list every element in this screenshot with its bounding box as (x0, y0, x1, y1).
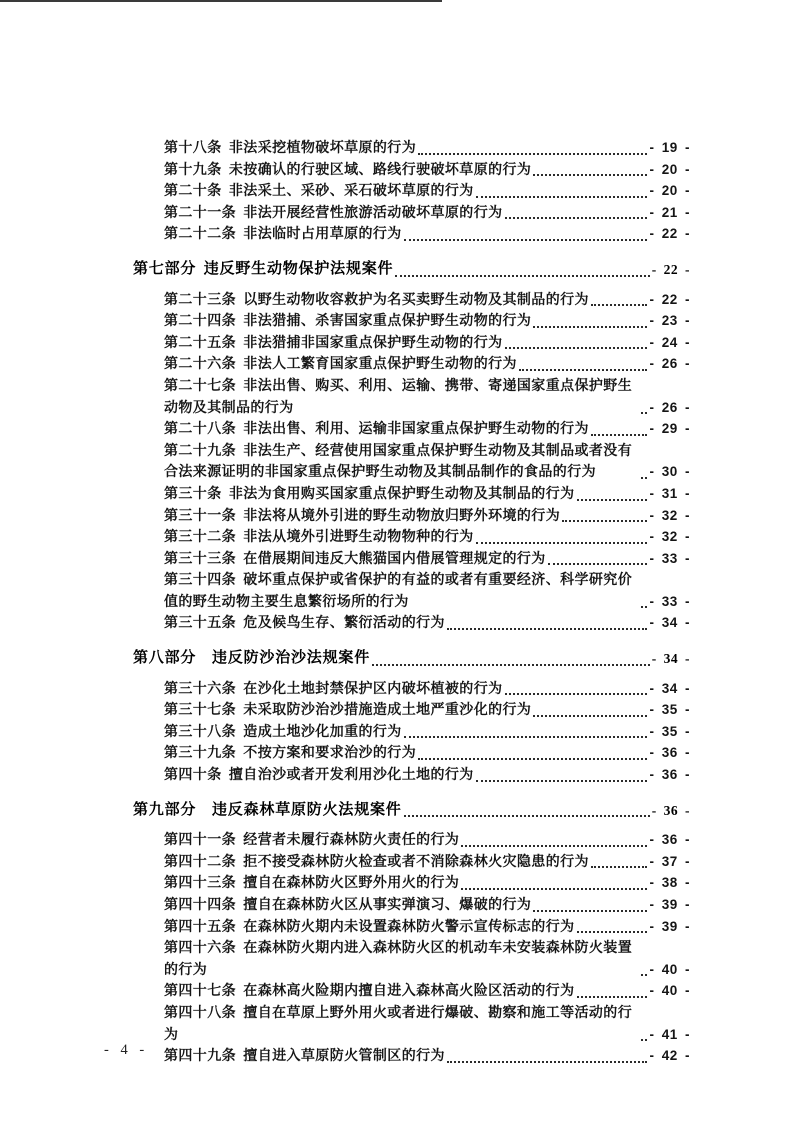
dotted-leader (591, 866, 648, 868)
toc-page-number: - 38 - (649, 875, 690, 891)
toc-entry-title: 第三十九条 不按方案和要求治沙的行为 (164, 744, 417, 761)
toc-entry (133, 894, 690, 916)
toc-entry (133, 375, 690, 418)
toc-page-number: - 26 - (649, 399, 690, 415)
toc-entry-title: 第四十一条 经营者未履行森林防火责任的行为 (164, 831, 460, 848)
toc-entry (133, 980, 690, 1002)
toc-entry (133, 159, 690, 181)
dotted-leader (505, 347, 648, 349)
toc-entry (133, 742, 690, 764)
dotted-leader (476, 780, 648, 782)
toc-page-number: - 22 - (649, 226, 690, 242)
dotted-leader (447, 1061, 648, 1063)
toc-page-number: - 36 - (649, 745, 690, 761)
toc-entry (133, 764, 690, 786)
toc-entry-title: 第三十七条 未采取防沙治沙措施造成土地严重沙化的行为 (164, 701, 532, 718)
toc-entry-title: 第四十四条 擅自在森林防火区从事实弹演习、爆破的行为 (164, 896, 532, 912)
toc-page-number: - 37 - (649, 853, 690, 869)
dotted-leader (577, 499, 648, 501)
toc-entry-title: 第三十四条 破坏重点保护或省保护的有益的或者有重要经济、科学研究价值的野生动物主要生息繁衍场所的行为 (164, 571, 633, 609)
dotted-leader (418, 758, 647, 760)
toc-entry (133, 180, 690, 202)
toc-entry-title: 第二十六条 非法人工繁育国家重点保护野生动物的行为 (164, 355, 517, 372)
toc-page-number: - 42 - (649, 1048, 690, 1064)
dotted-leader (641, 412, 647, 414)
toc-entry (133, 872, 690, 894)
toc-page-number: - 23 - (649, 313, 690, 329)
dotted-leader (404, 736, 648, 738)
toc-entry (133, 829, 690, 851)
dotted-leader (591, 304, 648, 306)
toc-page-number: - 20 - (649, 161, 690, 177)
toc-page-number: - 39 - (649, 918, 690, 934)
toc-page-number: - 34 - (651, 651, 690, 667)
toc-page-number: - 20 - (649, 183, 690, 199)
toc-entry-title: 第三十二条 非法从境外引进野生动物物种的行为 (164, 528, 474, 545)
toc-entry-title: 第二十八条 非法出售、利用、运输非国家重点保护野生动物的行为 (164, 420, 589, 437)
toc-section-title: 第七部分 违反野生动物保护法规案件 (133, 260, 394, 277)
toc-page-number: - 32 - (649, 507, 690, 523)
dotted-leader (447, 628, 648, 630)
toc-entry (133, 353, 690, 375)
toc-page-number: - 19 - (649, 140, 690, 155)
dotted-leader (533, 326, 647, 328)
toc-page-number: - 24 - (649, 334, 690, 350)
toc-page-number: - 36 - (649, 767, 690, 783)
toc-entry-title: 第二十条 非法采土、采砂、采石破坏草原的行为 (164, 182, 474, 199)
toc-section-header (133, 259, 690, 281)
dotted-leader (404, 815, 650, 817)
toc-entry-title: 第四十七条 在森林高火险期内擅自进入森林高火险区活动的行为 (164, 982, 575, 999)
dotted-leader (476, 196, 648, 198)
toc-section-header (133, 800, 690, 822)
dotted-leader (548, 563, 648, 565)
toc-page-number: - 22 - (649, 291, 690, 307)
toc-entry-title: 第二十四条 非法猎捕、杀害国家重点保护野生动物的行为 (164, 312, 532, 329)
toc-entry (133, 440, 690, 483)
toc-page-number: - 29 - (649, 421, 690, 437)
toc-page-number: - 35 - (649, 723, 690, 739)
toc-entry-title: 第四十五条 在森林防火期内未设置森林防火警示宣传标志的行为 (164, 917, 575, 934)
toc-entry (133, 332, 690, 354)
toc-entry-title: 第三十八条 造成土地沙化加重的行为 (164, 722, 402, 739)
dotted-leader (577, 996, 648, 998)
toc-entry (133, 851, 690, 873)
toc-entry-title: 第四十六条 在森林防火期内进入森林防火区的机动车未安装森林防火装置的行为 (164, 939, 633, 977)
toc-entry (133, 289, 690, 311)
toc-entry-title: 第四十二条 拒不接受森林防火检查或者不消除森林火灾隐患的行为 (164, 852, 589, 869)
toc-entry (133, 1002, 690, 1045)
dotted-leader (533, 910, 647, 912)
dotted-leader (404, 239, 648, 241)
toc-page-number: - 35 - (649, 702, 690, 718)
dotted-leader (577, 931, 648, 933)
toc-page-number: - 41 - (649, 1026, 690, 1042)
toc-page-number: - 40 - (649, 961, 690, 977)
toc-entry (133, 548, 690, 570)
toc-page-number: - 39 - (649, 897, 690, 912)
dotted-leader (641, 477, 647, 479)
toc-entry (133, 1045, 690, 1067)
toc-entry (133, 612, 690, 634)
toc-entry-title: 第二十九条 非法生产、经营使用国家重点保护野生动物及其制品或者没有合法来源证明的非国家重点保护野生动物及其制品制作的食品的行为 (164, 441, 633, 480)
toc-entry (133, 937, 690, 980)
dotted-leader (533, 715, 647, 717)
toc-entry-title: 第二十五条 非法猎捕非国家重点保护野生动物的行为 (164, 333, 503, 350)
toc-section-header (133, 648, 690, 670)
toc-entry-title: 第四十九条 擅自进入草原防火管制区的行为 (164, 1047, 445, 1064)
dotted-leader (505, 693, 648, 695)
toc-page-number: - 33 - (649, 593, 690, 609)
toc-entry-title: 第十九条 未按确认的行驶区域、路线行驶破坏草原的行为 (164, 160, 532, 177)
toc-entry (133, 505, 690, 527)
toc-section-title: 第八部分 违反防沙治沙法规案件 (133, 650, 371, 667)
toc-entry (133, 202, 690, 224)
dotted-leader (505, 217, 648, 219)
dotted-leader (395, 275, 649, 277)
dotted-leader (519, 369, 648, 371)
toc-entry-title: 第三十三条 在借展期间违反大熊猫国内借展管理规定的行为 (164, 549, 546, 566)
toc-page-number: - 36 - (649, 832, 690, 848)
toc-page-number: - 33 - (649, 550, 690, 566)
dotted-leader (461, 888, 647, 890)
dotted-leader (418, 153, 647, 155)
toc-page-number: - 30 - (649, 464, 690, 480)
toc-entry-title: 第二十二条 非法临时占用草原的行为 (164, 225, 402, 242)
dotted-leader (641, 606, 647, 608)
footer-page-number: - 4 - (104, 1042, 149, 1058)
toc-entry (133, 721, 690, 743)
toc-section-title: 第九部分 违反森林草原防火法规案件 (133, 801, 402, 818)
toc-entry-title: 第四十条 擅自治沙或者开发利用沙化土地的行为 (164, 766, 474, 783)
toc-entry-title: 第四十三条 擅自在森林防火区野外用火的行为 (164, 874, 460, 891)
toc-entry-title: 第三十六条 在沙化土地封禁保护区内破坏植被的行为 (164, 679, 503, 696)
dotted-leader (641, 1039, 647, 1041)
toc-page-number: - 26 - (649, 356, 690, 372)
toc-page-number: - 22 - (651, 261, 690, 277)
toc-entry (133, 526, 690, 548)
dotted-leader (591, 434, 648, 436)
toc-entry (133, 310, 690, 332)
toc-entry (133, 483, 690, 505)
toc-entry (133, 678, 690, 700)
toc-entry-title: 第三十条 非法为食用购买国家重点保护野生动物及其制品的行为 (164, 484, 575, 501)
toc-entry-title: 第十八条 非法采挖植物破坏草原的行为 (164, 139, 417, 155)
toc-entry (133, 223, 690, 245)
toc-entry (133, 699, 690, 721)
toc-entry-title: 第二十一条 非法开展经营性旅游活动破坏草原的行为 (164, 203, 503, 220)
dotted-leader (476, 542, 648, 544)
dotted-leader (562, 520, 647, 522)
scan-artifact-line (0, 0, 442, 2)
toc-entry-title: 第二十三条 以野生动物收容救护为名买卖野生动物及其制品的行为 (164, 290, 589, 307)
dotted-leader (533, 174, 647, 176)
dotted-leader (372, 664, 650, 666)
dotted-leader (641, 974, 647, 976)
toc-page-number: - 34 - (649, 680, 690, 696)
toc-page-number: - 32 - (649, 529, 690, 545)
toc-page-number: - 34 - (649, 615, 690, 631)
toc-entry (133, 137, 690, 159)
toc-page-number: - 21 - (649, 204, 690, 220)
toc-entry (133, 916, 690, 938)
toc-page-number: - 31 - (649, 485, 690, 501)
toc-entry (133, 418, 690, 440)
toc-entry (133, 569, 690, 612)
toc-entry-title: 第三十五条 危及候鸟生存、繁衍活动的行为 (164, 614, 445, 631)
toc-page-number: - 40 - (649, 983, 690, 999)
toc-entry-title: 第二十七条 非法出售、购买、利用、运输、携带、寄递国家重点保护野生动物及其制品的行为 (164, 376, 633, 415)
table-of-contents (133, 137, 690, 1067)
toc-entry-title: 第四十八条 擅自在草原上野外用火或者进行爆破、勘察和施工等活动的行为 (164, 1003, 633, 1042)
dotted-leader (461, 845, 647, 847)
toc-page-number: - 36 - (651, 802, 690, 818)
toc-entry-title: 第三十一条 非法将从境外引进的野生动物放归野外环境的行为 (164, 506, 561, 523)
